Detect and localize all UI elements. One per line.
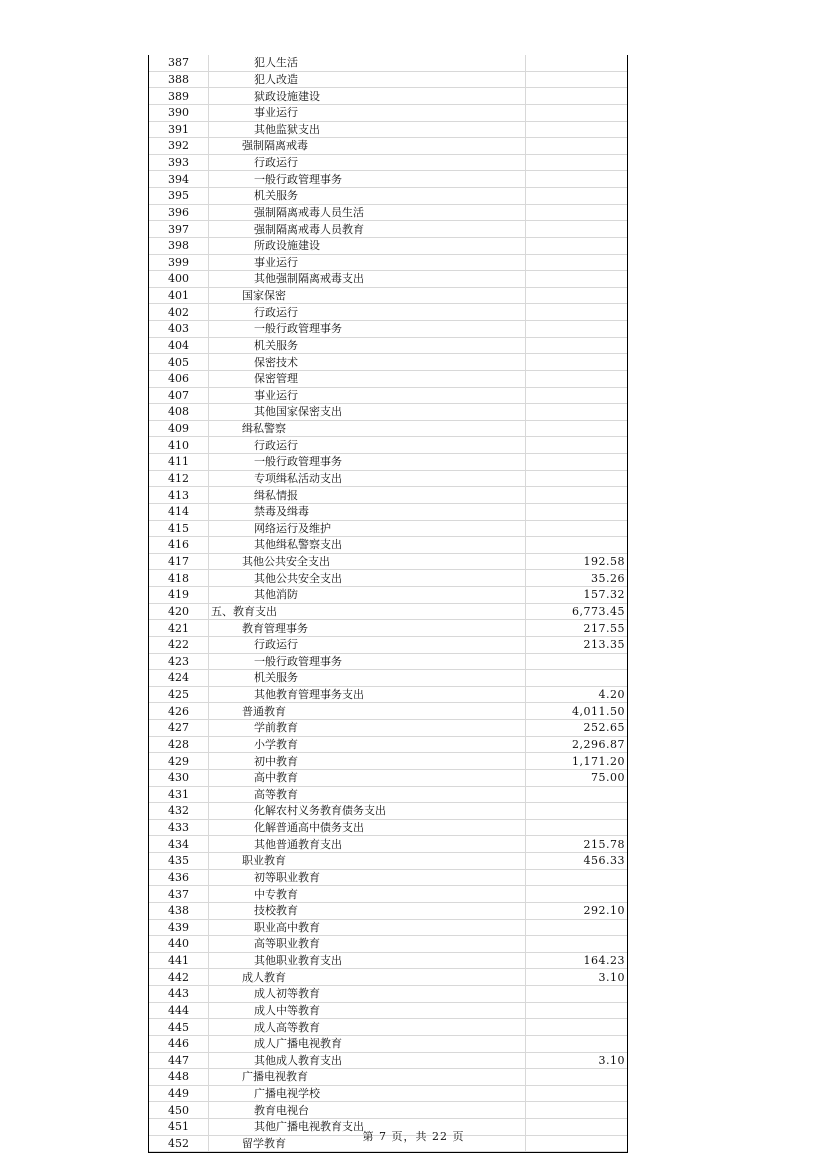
row-number: 423 bbox=[149, 653, 209, 670]
table-row bbox=[149, 1052, 627, 1069]
item-amount: 217.55 bbox=[526, 620, 628, 637]
item-name: 事业运行 bbox=[209, 104, 526, 121]
row-number: 430 bbox=[149, 769, 209, 786]
item-name: 网络运行及维护 bbox=[209, 520, 526, 537]
item-amount bbox=[526, 55, 628, 71]
item-amount bbox=[526, 919, 628, 936]
item-amount bbox=[526, 803, 628, 820]
row-number: 429 bbox=[149, 753, 209, 770]
row-number: 405 bbox=[149, 354, 209, 371]
row-number: 411 bbox=[149, 454, 209, 471]
row-number: 421 bbox=[149, 620, 209, 637]
item-amount bbox=[526, 786, 628, 803]
item-name: 高中教育 bbox=[209, 769, 526, 786]
item-name: 其他成人教育支出 bbox=[209, 1052, 526, 1069]
item-name: 事业运行 bbox=[209, 254, 526, 271]
table-row bbox=[149, 454, 627, 471]
budget-table-sheet bbox=[148, 55, 628, 1153]
row-number: 413 bbox=[149, 487, 209, 504]
table-row bbox=[149, 104, 627, 121]
item-amount bbox=[526, 404, 628, 421]
item-amount bbox=[526, 886, 628, 903]
row-number: 432 bbox=[149, 803, 209, 820]
item-name: 一般行政管理事务 bbox=[209, 171, 526, 188]
item-amount bbox=[526, 221, 628, 238]
item-name: 中专教育 bbox=[209, 886, 526, 903]
item-name: 其他国家保密支出 bbox=[209, 404, 526, 421]
row-number: 436 bbox=[149, 869, 209, 886]
table-row bbox=[149, 653, 627, 670]
table-row bbox=[149, 686, 627, 703]
item-amount bbox=[526, 454, 628, 471]
table-row bbox=[149, 869, 627, 886]
item-amount bbox=[526, 271, 628, 288]
item-amount bbox=[526, 154, 628, 171]
table-row bbox=[149, 354, 627, 371]
row-number: 390 bbox=[149, 104, 209, 121]
row-number: 401 bbox=[149, 287, 209, 304]
item-amount: 252.65 bbox=[526, 720, 628, 737]
row-number: 410 bbox=[149, 437, 209, 454]
item-name: 成人中等教育 bbox=[209, 1002, 526, 1019]
item-name: 成人初等教育 bbox=[209, 986, 526, 1003]
table-row bbox=[149, 271, 627, 288]
row-number: 418 bbox=[149, 570, 209, 587]
table-row bbox=[149, 237, 627, 254]
table-row bbox=[149, 138, 627, 155]
item-amount bbox=[526, 487, 628, 504]
item-amount bbox=[526, 304, 628, 321]
table-row bbox=[149, 370, 627, 387]
item-amount: 75.00 bbox=[526, 769, 628, 786]
item-name: 保密技术 bbox=[209, 354, 526, 371]
row-number: 396 bbox=[149, 204, 209, 221]
row-number: 400 bbox=[149, 271, 209, 288]
row-number: 398 bbox=[149, 237, 209, 254]
item-name: 教育管理事务 bbox=[209, 620, 526, 637]
item-amount bbox=[526, 370, 628, 387]
item-name: 其他教育管理事务支出 bbox=[209, 686, 526, 703]
item-amount: 2,296.87 bbox=[526, 736, 628, 753]
table-row bbox=[149, 720, 627, 737]
item-amount bbox=[526, 188, 628, 205]
item-amount bbox=[526, 470, 628, 487]
table-row bbox=[149, 886, 627, 903]
table-row bbox=[149, 603, 627, 620]
table-row bbox=[149, 919, 627, 936]
table-row bbox=[149, 1019, 627, 1036]
item-name: 狱政设施建设 bbox=[209, 88, 526, 105]
table-row bbox=[149, 520, 627, 537]
row-number: 399 bbox=[149, 254, 209, 271]
item-amount bbox=[526, 653, 628, 670]
table-row bbox=[149, 570, 627, 587]
table-row bbox=[149, 1102, 627, 1119]
row-number: 419 bbox=[149, 587, 209, 604]
item-amount: 4.20 bbox=[526, 686, 628, 703]
item-name: 初中教育 bbox=[209, 753, 526, 770]
item-amount: 292.10 bbox=[526, 902, 628, 919]
table-row bbox=[149, 404, 627, 421]
item-name: 行政运行 bbox=[209, 154, 526, 171]
table-row bbox=[149, 753, 627, 770]
item-amount bbox=[526, 936, 628, 953]
row-number: 397 bbox=[149, 221, 209, 238]
row-number: 387 bbox=[149, 55, 209, 71]
item-name: 行政运行 bbox=[209, 304, 526, 321]
row-number: 448 bbox=[149, 1069, 209, 1086]
table-row bbox=[149, 736, 627, 753]
item-name: 留学教育 bbox=[209, 1135, 526, 1152]
row-number: 446 bbox=[149, 1035, 209, 1052]
item-amount bbox=[526, 121, 628, 138]
item-amount bbox=[526, 204, 628, 221]
row-number: 416 bbox=[149, 537, 209, 554]
row-number: 406 bbox=[149, 370, 209, 387]
item-name: 普通教育 bbox=[209, 703, 526, 720]
item-name: 一般行政管理事务 bbox=[209, 653, 526, 670]
item-name: 保密管理 bbox=[209, 370, 526, 387]
row-number: 403 bbox=[149, 321, 209, 338]
item-name: 职业高中教育 bbox=[209, 919, 526, 936]
row-number: 435 bbox=[149, 853, 209, 870]
item-name: 成人高等教育 bbox=[209, 1019, 526, 1036]
item-amount bbox=[526, 503, 628, 520]
item-name: 禁毒及缉毒 bbox=[209, 503, 526, 520]
budget-table bbox=[149, 55, 627, 1152]
item-amount bbox=[526, 1019, 628, 1036]
item-amount bbox=[526, 420, 628, 437]
item-amount: 157.32 bbox=[526, 587, 628, 604]
item-name: 强制隔离戒毒人员教育 bbox=[209, 221, 526, 238]
item-name: 其他监狱支出 bbox=[209, 121, 526, 138]
row-number: 391 bbox=[149, 121, 209, 138]
table-row bbox=[149, 587, 627, 604]
item-name: 缉私警察 bbox=[209, 420, 526, 437]
row-number: 407 bbox=[149, 387, 209, 404]
table-row bbox=[149, 703, 627, 720]
item-name: 其他强制隔离戒毒支出 bbox=[209, 271, 526, 288]
row-number: 409 bbox=[149, 420, 209, 437]
item-amount: 35.26 bbox=[526, 570, 628, 587]
item-name: 其他普通教育支出 bbox=[209, 836, 526, 853]
row-number: 426 bbox=[149, 703, 209, 720]
item-amount bbox=[526, 138, 628, 155]
table-row bbox=[149, 387, 627, 404]
table-row bbox=[149, 1069, 627, 1086]
item-name: 所政设施建设 bbox=[209, 237, 526, 254]
item-name: 成人教育 bbox=[209, 969, 526, 986]
table-row bbox=[149, 321, 627, 338]
item-amount bbox=[526, 354, 628, 371]
item-amount bbox=[526, 670, 628, 687]
item-amount: 4,011.50 bbox=[526, 703, 628, 720]
table-row bbox=[149, 188, 627, 205]
table-row bbox=[149, 1002, 627, 1019]
row-number: 428 bbox=[149, 736, 209, 753]
table-row bbox=[149, 853, 627, 870]
table-row bbox=[149, 969, 627, 986]
table-row bbox=[149, 936, 627, 953]
row-number: 412 bbox=[149, 470, 209, 487]
item-amount: 3.10 bbox=[526, 969, 628, 986]
item-amount bbox=[526, 254, 628, 271]
table-row bbox=[149, 902, 627, 919]
table-row bbox=[149, 420, 627, 437]
row-number: 394 bbox=[149, 171, 209, 188]
item-amount bbox=[526, 71, 628, 88]
row-number: 451 bbox=[149, 1119, 209, 1136]
item-name: 一般行政管理事务 bbox=[209, 321, 526, 338]
row-number: 433 bbox=[149, 819, 209, 836]
row-number: 449 bbox=[149, 1085, 209, 1102]
item-amount bbox=[526, 321, 628, 338]
item-name: 广播电视学校 bbox=[209, 1085, 526, 1102]
table-row bbox=[149, 537, 627, 554]
item-name: 机关服务 bbox=[209, 188, 526, 205]
item-name: 行政运行 bbox=[209, 636, 526, 653]
table-row bbox=[149, 952, 627, 969]
item-amount bbox=[526, 1102, 628, 1119]
table-row bbox=[149, 670, 627, 687]
item-name: 国家保密 bbox=[209, 287, 526, 304]
item-name: 机关服务 bbox=[209, 670, 526, 687]
item-name: 小学教育 bbox=[209, 736, 526, 753]
item-amount bbox=[526, 387, 628, 404]
item-amount bbox=[526, 869, 628, 886]
budget-table-body bbox=[149, 55, 627, 1152]
item-amount bbox=[526, 819, 628, 836]
table-row bbox=[149, 55, 627, 71]
item-name: 化解农村义务教育债务支出 bbox=[209, 803, 526, 820]
row-number: 440 bbox=[149, 936, 209, 953]
item-name: 其他缉私警察支出 bbox=[209, 537, 526, 554]
row-number: 393 bbox=[149, 154, 209, 171]
item-name: 五、教育支出 bbox=[209, 603, 526, 620]
table-row bbox=[149, 154, 627, 171]
row-number: 431 bbox=[149, 786, 209, 803]
row-number: 443 bbox=[149, 986, 209, 1003]
row-number: 417 bbox=[149, 553, 209, 570]
item-name: 强制隔离戒毒人员生活 bbox=[209, 204, 526, 221]
page-footer: 第 7 页，共 22 页 bbox=[362, 1130, 465, 1143]
item-amount bbox=[526, 986, 628, 1003]
table-row bbox=[149, 121, 627, 138]
row-number: 438 bbox=[149, 902, 209, 919]
row-number: 425 bbox=[149, 686, 209, 703]
item-name: 事业运行 bbox=[209, 387, 526, 404]
table-row bbox=[149, 803, 627, 820]
table-row bbox=[149, 171, 627, 188]
row-number: 452 bbox=[149, 1135, 209, 1152]
item-name: 机关服务 bbox=[209, 337, 526, 354]
item-name: 其他广播电视教育支出 bbox=[209, 1119, 526, 1136]
item-name: 学前教育 bbox=[209, 720, 526, 737]
item-amount bbox=[526, 104, 628, 121]
item-amount: 164.23 bbox=[526, 952, 628, 969]
item-amount: 215.78 bbox=[526, 836, 628, 853]
table-row bbox=[149, 254, 627, 271]
item-amount bbox=[526, 537, 628, 554]
item-amount bbox=[526, 287, 628, 304]
item-amount bbox=[526, 88, 628, 105]
row-number: 445 bbox=[149, 1019, 209, 1036]
item-name: 成人广播电视教育 bbox=[209, 1035, 526, 1052]
item-name: 技校教育 bbox=[209, 902, 526, 919]
item-amount: 1,171.20 bbox=[526, 753, 628, 770]
row-number: 434 bbox=[149, 836, 209, 853]
row-number: 414 bbox=[149, 503, 209, 520]
table-row bbox=[149, 636, 627, 653]
table-row bbox=[149, 819, 627, 836]
table-row bbox=[149, 620, 627, 637]
item-name: 教育电视台 bbox=[209, 1102, 526, 1119]
row-number: 420 bbox=[149, 603, 209, 620]
item-amount: 3.10 bbox=[526, 1052, 628, 1069]
item-name: 广播电视教育 bbox=[209, 1069, 526, 1086]
table-row bbox=[149, 553, 627, 570]
row-number: 424 bbox=[149, 670, 209, 687]
item-amount bbox=[526, 1002, 628, 1019]
item-amount bbox=[526, 337, 628, 354]
item-amount: 192.58 bbox=[526, 553, 628, 570]
item-amount: 456.33 bbox=[526, 853, 628, 870]
item-name: 高等教育 bbox=[209, 786, 526, 803]
item-amount: 213.35 bbox=[526, 636, 628, 653]
item-name: 强制隔离戒毒 bbox=[209, 138, 526, 155]
item-name: 一般行政管理事务 bbox=[209, 454, 526, 471]
row-number: 404 bbox=[149, 337, 209, 354]
table-row bbox=[149, 88, 627, 105]
table-row bbox=[149, 304, 627, 321]
item-amount bbox=[526, 1085, 628, 1102]
row-number: 422 bbox=[149, 636, 209, 653]
item-amount bbox=[526, 1035, 628, 1052]
row-number: 402 bbox=[149, 304, 209, 321]
table-row bbox=[149, 769, 627, 786]
item-amount bbox=[526, 1069, 628, 1086]
row-number: 392 bbox=[149, 138, 209, 155]
table-row bbox=[149, 221, 627, 238]
item-amount bbox=[526, 437, 628, 454]
table-row bbox=[149, 1085, 627, 1102]
item-name: 犯人改造 bbox=[209, 71, 526, 88]
item-name: 缉私情报 bbox=[209, 487, 526, 504]
row-number: 415 bbox=[149, 520, 209, 537]
item-amount: 6,773.45 bbox=[526, 603, 628, 620]
table-row bbox=[149, 986, 627, 1003]
row-number: 395 bbox=[149, 188, 209, 205]
row-number: 447 bbox=[149, 1052, 209, 1069]
table-row bbox=[149, 836, 627, 853]
table-row bbox=[149, 437, 627, 454]
item-name: 其他公共安全支出 bbox=[209, 553, 526, 570]
item-name: 其他公共安全支出 bbox=[209, 570, 526, 587]
table-row bbox=[149, 204, 627, 221]
table-row bbox=[149, 337, 627, 354]
table-row bbox=[149, 287, 627, 304]
item-name: 职业教育 bbox=[209, 853, 526, 870]
row-number: 408 bbox=[149, 404, 209, 421]
table-row bbox=[149, 470, 627, 487]
table-row bbox=[149, 786, 627, 803]
item-name: 专项缉私活动支出 bbox=[209, 470, 526, 487]
row-number: 444 bbox=[149, 1002, 209, 1019]
table-row bbox=[149, 487, 627, 504]
item-name: 行政运行 bbox=[209, 437, 526, 454]
table-row bbox=[149, 71, 627, 88]
row-number: 427 bbox=[149, 720, 209, 737]
item-name: 其他消防 bbox=[209, 587, 526, 604]
item-name: 高等职业教育 bbox=[209, 936, 526, 953]
row-number: 439 bbox=[149, 919, 209, 936]
item-name: 犯人生活 bbox=[209, 55, 526, 71]
row-number: 389 bbox=[149, 88, 209, 105]
table-row bbox=[149, 1035, 627, 1052]
row-number: 437 bbox=[149, 886, 209, 903]
item-name: 其他职业教育支出 bbox=[209, 952, 526, 969]
row-number: 441 bbox=[149, 952, 209, 969]
item-amount bbox=[526, 171, 628, 188]
table-row bbox=[149, 503, 627, 520]
item-name: 初等职业教育 bbox=[209, 869, 526, 886]
item-amount bbox=[526, 237, 628, 254]
item-amount bbox=[526, 520, 628, 537]
row-number: 450 bbox=[149, 1102, 209, 1119]
item-name: 化解普通高中债务支出 bbox=[209, 819, 526, 836]
row-number: 388 bbox=[149, 71, 209, 88]
row-number: 442 bbox=[149, 969, 209, 986]
